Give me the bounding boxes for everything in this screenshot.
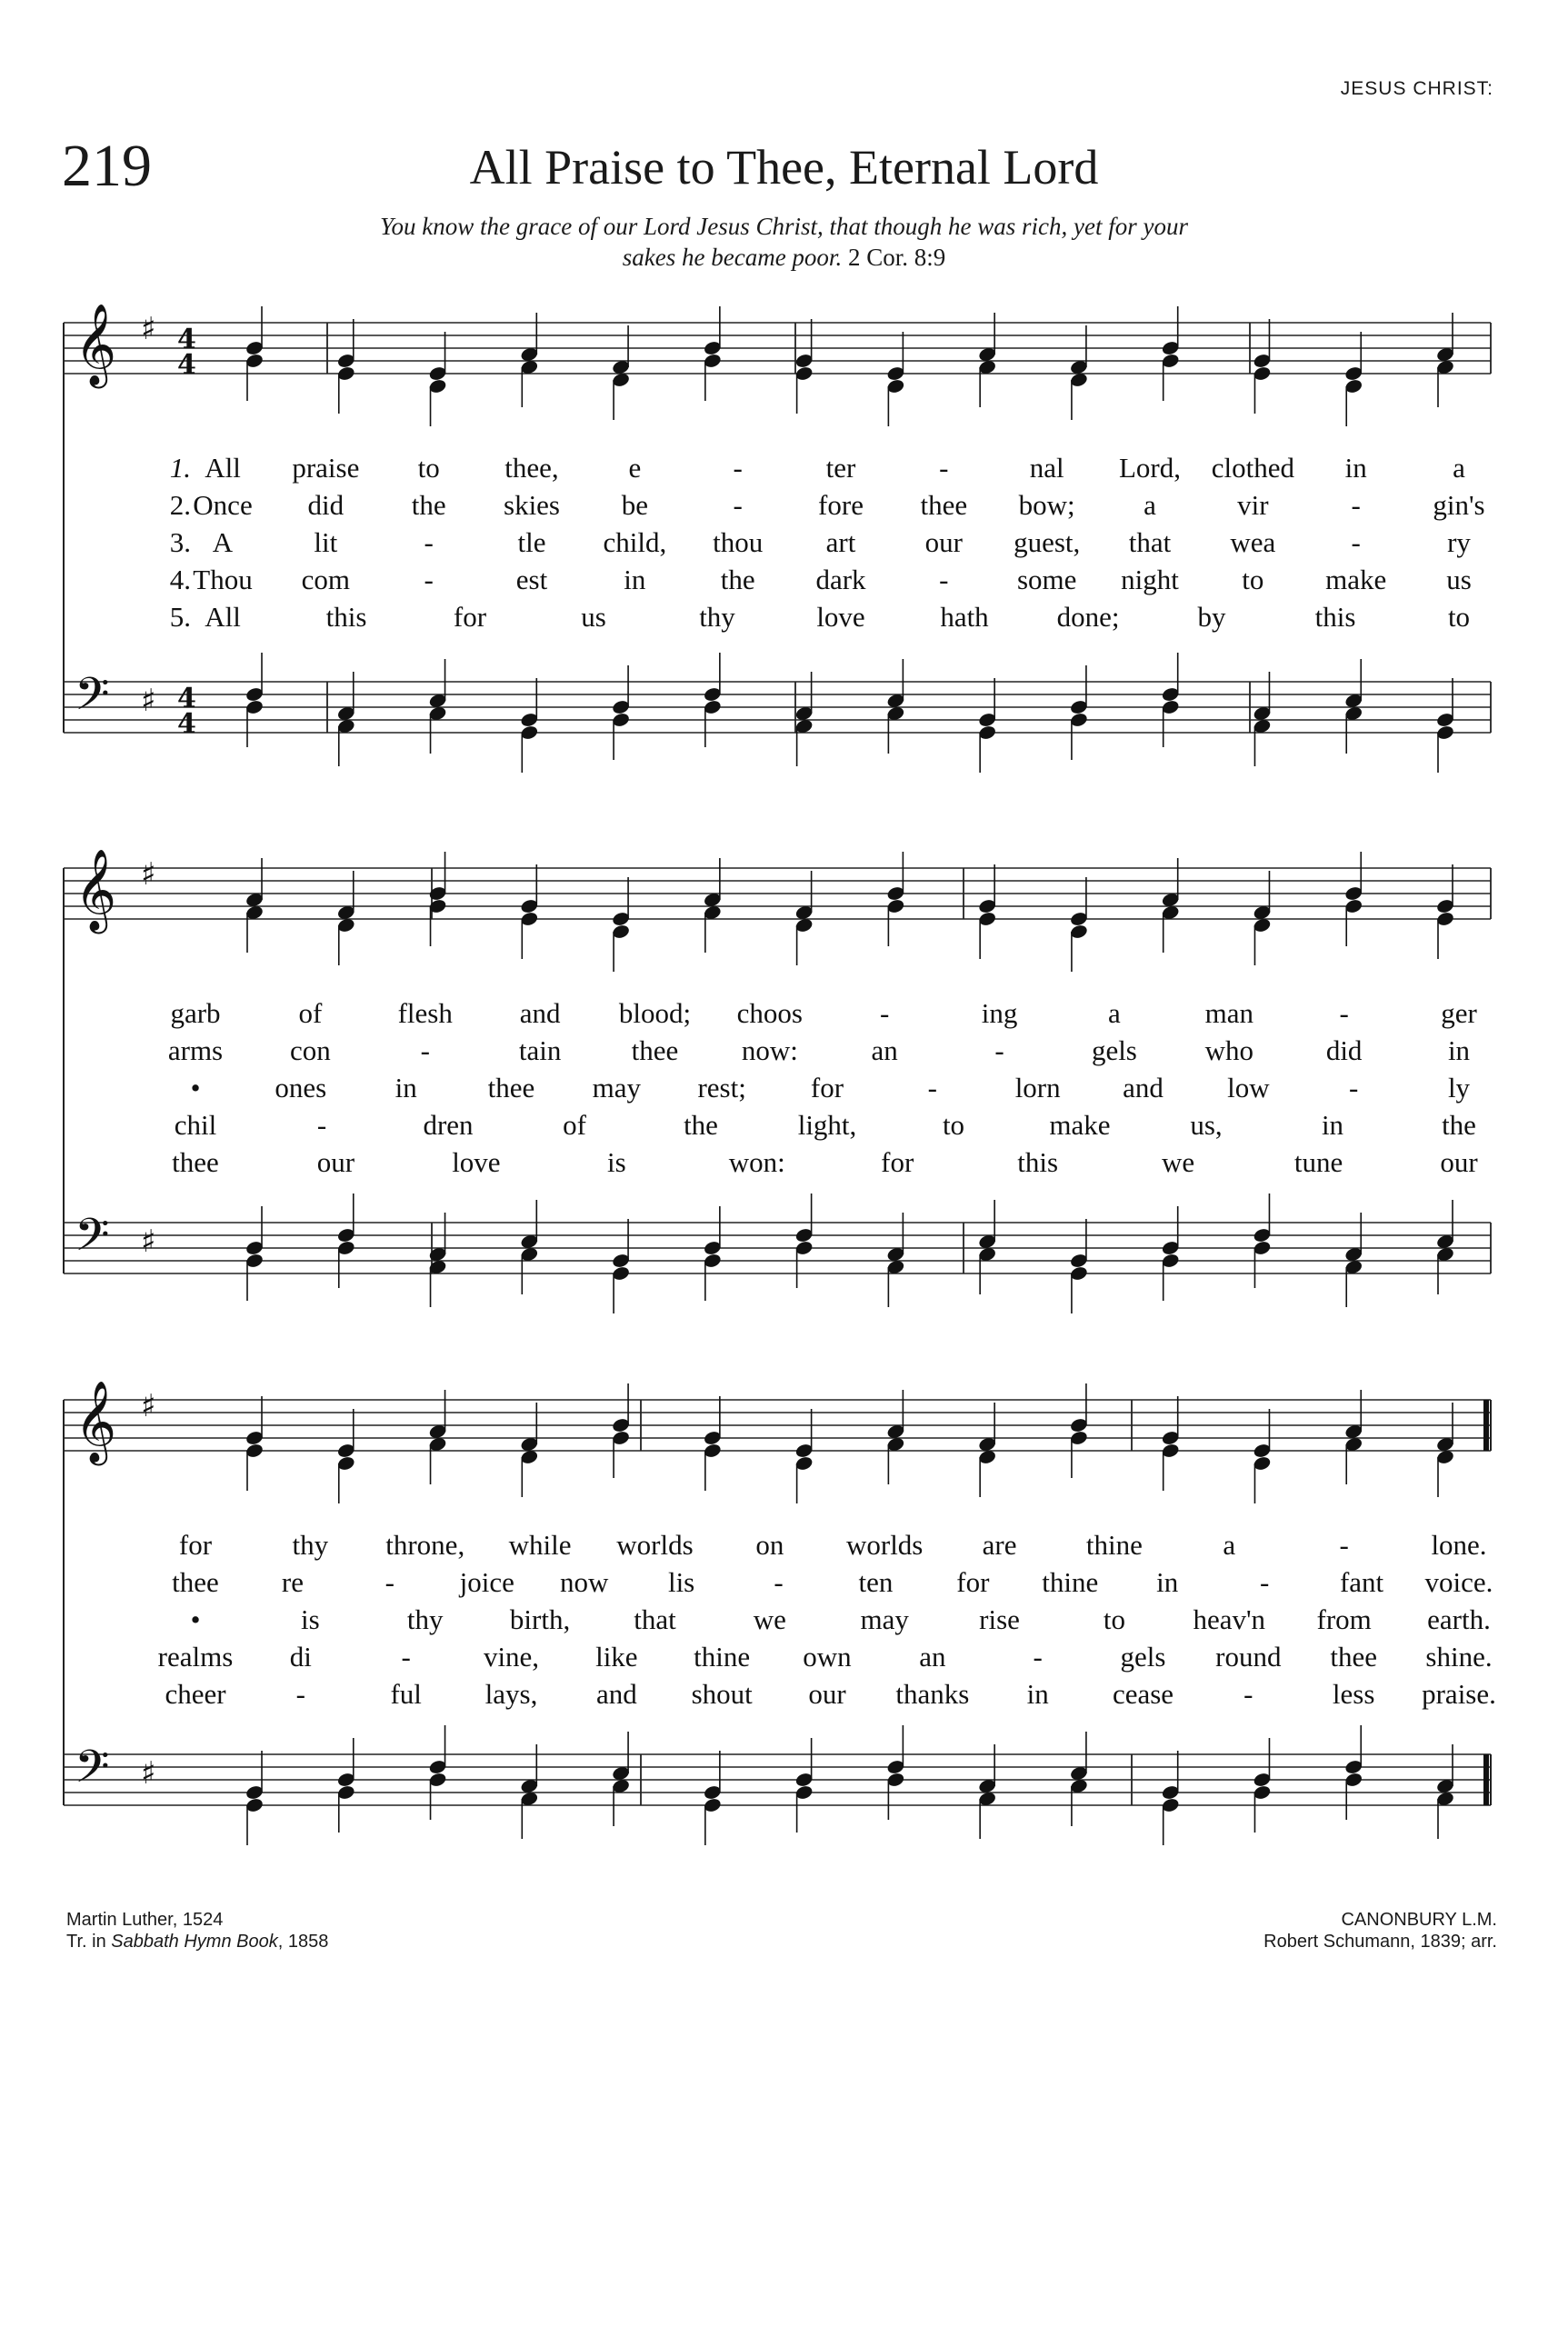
verse-number: 2.: [169, 489, 191, 521]
lyric-syllable: All: [205, 601, 241, 633]
lyric-syllable: while: [508, 1529, 572, 1561]
lyric-syllable: make: [1325, 564, 1387, 595]
lyric-syllable: our: [316, 1146, 355, 1178]
lyric-syllable: ger: [1441, 997, 1477, 1029]
lyric-syllable: and: [1123, 1072, 1164, 1104]
lyric-syllable: birth,: [509, 1603, 571, 1635]
lyric-syllable: ones: [275, 1072, 327, 1104]
lyric-syllable: love: [816, 601, 865, 633]
lyric-syllable: di: [289, 1641, 312, 1673]
lyric-syllable: -: [880, 997, 890, 1029]
lyric-syllable: from: [1316, 1603, 1372, 1635]
lyric-syllable: -: [424, 526, 434, 558]
lyric-syllable: won:: [728, 1146, 785, 1178]
lyric-syllable: con: [289, 1034, 331, 1066]
lyric-syllable: may: [860, 1603, 909, 1635]
lyric-syllable: dark: [815, 564, 866, 595]
lyric-syllable: bow;: [1018, 489, 1075, 521]
lyric-syllable: an: [919, 1641, 946, 1673]
lyric-syllable: for: [810, 1072, 844, 1104]
lyric-syllable: tle: [517, 526, 546, 558]
lyric-syllable: the: [411, 489, 446, 521]
lyric-syllable: lone.: [1431, 1529, 1487, 1561]
lyric-syllable: fant: [1339, 1566, 1384, 1598]
lyric-syllable: voice.: [1424, 1566, 1493, 1598]
lyric-syllable: thee: [920, 489, 968, 521]
lyric-syllable: gels: [1091, 1034, 1137, 1066]
lyric-syllable: -: [424, 564, 434, 595]
lyric-syllable: -: [1339, 1529, 1349, 1561]
translation-prefix: Tr. in: [66, 1932, 106, 1952]
verse-number: 4.: [169, 564, 191, 595]
lyric-syllable: own: [803, 1641, 852, 1673]
lyric-syllable: Once: [193, 489, 253, 521]
lyric-syllable: are: [982, 1529, 1017, 1561]
lyric-syllable: thee: [172, 1566, 219, 1598]
lyric-syllable: -: [401, 1641, 411, 1673]
lyric-syllable: lays,: [484, 1678, 538, 1710]
lyric-syllable: ful: [390, 1678, 422, 1710]
lyric-syllable: our: [924, 526, 963, 558]
lyric-syllable: for: [453, 601, 487, 633]
lyric-syllable: skies: [504, 489, 560, 521]
lyric-syllable: lorn: [1014, 1072, 1061, 1104]
lyric-syllable: guest,: [1014, 526, 1081, 558]
lyric-syllable: arms: [167, 1034, 224, 1066]
lyric-syllable: ly: [1447, 1072, 1471, 1104]
bass-clef-icon: 𝄢: [75, 1741, 110, 1804]
verse-number: 1.: [169, 452, 191, 484]
lyric-syllable: -: [733, 452, 743, 484]
lyric-syllable: an: [871, 1034, 898, 1066]
lyric-syllable: done;: [1056, 601, 1120, 633]
lyric-syllable: who: [1204, 1034, 1253, 1066]
lyric-syllable: throne,: [385, 1529, 465, 1561]
lyric-syllable: -: [1339, 997, 1349, 1029]
lyric-syllable: now: [559, 1566, 609, 1598]
lyric-syllable: All: [205, 452, 241, 484]
lyric-syllable: -: [385, 1566, 395, 1598]
lyric-syllable: -: [420, 1034, 430, 1066]
lyric-syllable: art: [825, 526, 856, 558]
lyric-syllable: the: [720, 564, 755, 595]
lyric-syllable: low: [1227, 1072, 1270, 1104]
lyric-syllable: night: [1121, 564, 1179, 595]
lyric-syllable: A: [212, 526, 234, 558]
final-barline: [1483, 1400, 1489, 1451]
lyric-syllable: -: [927, 1072, 937, 1104]
epigraph-line-1: You know the grace of our Lord Jesus Christ, that though he was rich, yet for your: [380, 213, 1188, 240]
epigraph-reference: 2 Cor. 8:9: [847, 244, 946, 271]
lyric-syllable: Lord,: [1118, 452, 1182, 484]
bass-clef-icon: 𝄢: [75, 668, 110, 732]
time-signature-top: 4: [177, 683, 196, 714]
lyric-syllable: fore: [818, 489, 864, 521]
lyric-syllable: be: [621, 489, 648, 521]
lyric-syllable: us: [581, 601, 606, 633]
lyric-syllable: -: [295, 1678, 305, 1710]
lyric-syllable: to: [1242, 564, 1264, 595]
lyric-syllable: gels: [1120, 1641, 1166, 1673]
lyric-syllable: that: [634, 1603, 676, 1635]
lyric-syllable: -: [774, 1566, 784, 1598]
sharp-key-signature: ♯: [141, 683, 156, 719]
lyric-syllable: to: [1447, 601, 1471, 633]
lyric-syllable: and: [595, 1678, 637, 1710]
lyric-syllable: in: [1344, 452, 1367, 484]
lyric-syllable: thine: [1085, 1529, 1143, 1561]
lyric-syllable: worlds: [616, 1529, 694, 1561]
lyric-syllable: to: [942, 1109, 965, 1141]
lyric-syllable: of: [563, 1109, 586, 1141]
lyric-syllable: us: [1446, 564, 1472, 595]
sharp-key-signature: ♯: [141, 856, 156, 893]
section-label: JESUS CHRIST:: [1340, 78, 1493, 99]
lyric-syllable: praise: [292, 452, 360, 484]
lyric-syllable: by: [1197, 601, 1226, 633]
lyric-syllable: we: [1162, 1146, 1195, 1178]
lyric-syllable: did: [307, 489, 345, 521]
lyric-syllable: thee: [172, 1146, 219, 1178]
lyric-syllable: cheer: [165, 1678, 226, 1710]
lyric-syllable: this: [325, 601, 367, 633]
lyric-syllable: ry: [1447, 526, 1471, 558]
lyric-syllable: -: [1351, 489, 1361, 521]
lyric-syllable: dren: [423, 1109, 474, 1141]
verse-number: 3.: [169, 526, 191, 558]
lyric-syllable: choos: [736, 997, 803, 1029]
lyric-syllable: chil: [174, 1109, 217, 1141]
lyric-syllable: thee: [1330, 1641, 1377, 1673]
lyric-syllable: thy: [292, 1529, 329, 1561]
lyric-syllable: of: [298, 997, 323, 1029]
lyric-syllable: round: [1215, 1641, 1282, 1673]
lyric-syllable: less: [1332, 1678, 1375, 1710]
lyric-syllable: in: [1026, 1678, 1049, 1710]
lyric-syllable: shout: [691, 1678, 753, 1710]
lyric-syllable: for: [881, 1146, 914, 1178]
lyric-syllable: rise: [979, 1603, 1020, 1635]
lyric-syllable: in: [1321, 1109, 1344, 1141]
translation-year: , 1858: [277, 1932, 329, 1952]
lyric-syllable: thee: [631, 1034, 679, 1066]
lyric-syllable: praise.: [1422, 1678, 1496, 1710]
lyric-syllable: vine,: [483, 1641, 540, 1673]
lyric-syllable: this: [1017, 1146, 1059, 1178]
lyric-syllable: -: [1349, 1072, 1359, 1104]
lyric-syllable: joice: [459, 1566, 514, 1598]
lyric-syllable: thee,: [504, 452, 559, 484]
lyric-syllable: garb: [170, 997, 221, 1029]
lyric-syllable: now:: [741, 1034, 798, 1066]
bass-clef-icon: 𝄢: [75, 1209, 110, 1273]
lyric-syllable: tune: [1293, 1146, 1343, 1178]
lyric-syllable: lit: [314, 526, 338, 558]
lyric-syllable: est: [515, 564, 548, 595]
lyric-syllable: ing: [981, 997, 1018, 1029]
sharp-key-signature: ♯: [141, 1223, 156, 1260]
lyric-syllable: -: [1351, 526, 1361, 558]
lyric-syllable: man: [1204, 997, 1253, 1029]
lyric-syllable: child,: [603, 526, 667, 558]
lyric-syllable: nal: [1029, 452, 1064, 484]
lyric-syllable: like: [595, 1641, 638, 1673]
lyric-syllable: us,: [1190, 1109, 1223, 1141]
lyric-syllable: -: [316, 1109, 327, 1141]
lyric-syllable: shine.: [1425, 1641, 1493, 1673]
lyric-syllable: hath: [940, 601, 989, 633]
lyric-syllable: the: [684, 1109, 718, 1141]
tune-credits: [1263, 1909, 1497, 1952]
lyric-syllable: this: [1314, 601, 1356, 633]
lyric-syllable: for: [956, 1566, 990, 1598]
lyric-syllable: realms: [157, 1641, 234, 1673]
lyric-syllable: -: [1259, 1566, 1270, 1598]
lyric-syllable: is: [301, 1603, 320, 1635]
lyric-syllable: thou: [713, 526, 764, 558]
time-signature-bottom: 4: [177, 349, 196, 381]
text-credits: [66, 1909, 328, 1952]
lyric-syllable: ten: [858, 1566, 894, 1598]
lyric-syllable: •: [190, 1603, 201, 1635]
lyric-syllable: e: [628, 452, 642, 484]
treble-clef-icon: 𝄞: [75, 849, 117, 931]
lyric-syllable: vir: [1237, 489, 1269, 521]
treble-clef-icon: 𝄞: [75, 304, 117, 385]
lyric-syllable: ter: [825, 452, 856, 484]
lyric-syllable: the: [1442, 1109, 1476, 1141]
lyric-syllable: com: [301, 564, 351, 595]
lyric-syllable: heav'n: [1193, 1603, 1266, 1635]
verse-number: 5.: [169, 601, 191, 633]
text-author: Martin Luther, 1524: [66, 1910, 224, 1930]
lyric-syllable: earth.: [1427, 1603, 1491, 1635]
lyric-syllable: and: [519, 997, 561, 1029]
lyric-syllable: rest;: [697, 1072, 746, 1104]
lyric-syllable: a: [1108, 997, 1121, 1029]
lyric-syllable: make: [1049, 1109, 1111, 1141]
lyric-syllable: clothed: [1211, 452, 1294, 484]
lyric-syllable: our: [1440, 1146, 1478, 1178]
lyric-syllable: flesh: [397, 997, 453, 1029]
lyric-syllable: is: [606, 1146, 626, 1178]
hymn-title: All Praise to Thee, Eternal Lord: [469, 140, 1099, 195]
translation-credit: [66, 1931, 328, 1952]
lyric-syllable: may: [592, 1072, 642, 1104]
lyric-syllable: we: [753, 1603, 786, 1635]
lyric-syllable: thy: [406, 1603, 444, 1635]
lyric-syllable: -: [733, 489, 743, 521]
time-signature-top: 4: [177, 324, 196, 355]
lyric-syllable: -: [939, 452, 949, 484]
lyric-syllable: tain: [518, 1034, 562, 1066]
lyric-syllable: thine: [694, 1641, 751, 1673]
lyric-syllable: blood;: [618, 997, 692, 1029]
lyric-syllable: light,: [797, 1109, 857, 1141]
sharp-key-signature: ♯: [141, 1388, 156, 1424]
tune-name: CANONBURY L.M.: [1341, 1910, 1497, 1930]
sharp-key-signature: ♯: [141, 311, 156, 347]
lyric-syllable: -: [1243, 1678, 1253, 1710]
lyric-syllable: thy: [699, 601, 735, 633]
time-signature-bottom: 4: [177, 708, 196, 740]
lyric-syllable: that: [1128, 526, 1172, 558]
lyric-syllable: love: [452, 1146, 501, 1178]
lyric-syllable: •: [190, 1072, 201, 1104]
hymn-number: 219: [62, 133, 152, 199]
lyric-syllable: worlds: [845, 1529, 924, 1561]
lyric-syllable: a: [1144, 489, 1156, 521]
lyric-syllable: on: [755, 1529, 784, 1561]
lyric-syllable: our: [808, 1678, 846, 1710]
lyric-syllable: thee: [487, 1072, 535, 1104]
treble-clef-icon: 𝄞: [75, 1381, 117, 1463]
lyric-syllable: in: [624, 564, 646, 595]
lyric-syllable: gin's: [1433, 489, 1485, 521]
sharp-key-signature: ♯: [141, 1755, 156, 1792]
lyric-syllable: a: [1223, 1529, 1236, 1561]
lyric-syllable: in: [1447, 1034, 1471, 1066]
epigraph-line-2: sakes he became poor.: [622, 244, 843, 271]
lyric-syllable: Thou: [193, 564, 253, 595]
lyric-syllable: -: [939, 564, 949, 595]
lyric-syllable: some: [1016, 564, 1077, 595]
lyric-syllable: -: [994, 1034, 1004, 1066]
composer-credit: Robert Schumann, 1839; arr.: [1263, 1932, 1497, 1952]
lyric-syllable: -: [1033, 1641, 1043, 1673]
lyric-syllable: thine: [1042, 1566, 1099, 1598]
lyric-syllable: cease: [1112, 1678, 1174, 1710]
lyric-syllable: to: [1103, 1603, 1125, 1635]
lyric-syllable: re: [281, 1566, 304, 1598]
lyric-syllable: lis: [667, 1566, 695, 1598]
lyric-syllable: did: [1325, 1034, 1363, 1066]
lyric-syllable: in: [394, 1072, 417, 1104]
lyric-syllable: thanks: [895, 1678, 970, 1710]
lyric-syllable: a: [1453, 452, 1465, 484]
translation-source: Sabbath Hymn Book: [111, 1932, 278, 1952]
lyric-syllable: in: [1156, 1566, 1179, 1598]
lyric-syllable: to: [417, 452, 440, 484]
final-barline: [1483, 1754, 1489, 1805]
lyric-syllable: for: [178, 1529, 213, 1561]
lyric-syllable: wea: [1230, 526, 1276, 558]
